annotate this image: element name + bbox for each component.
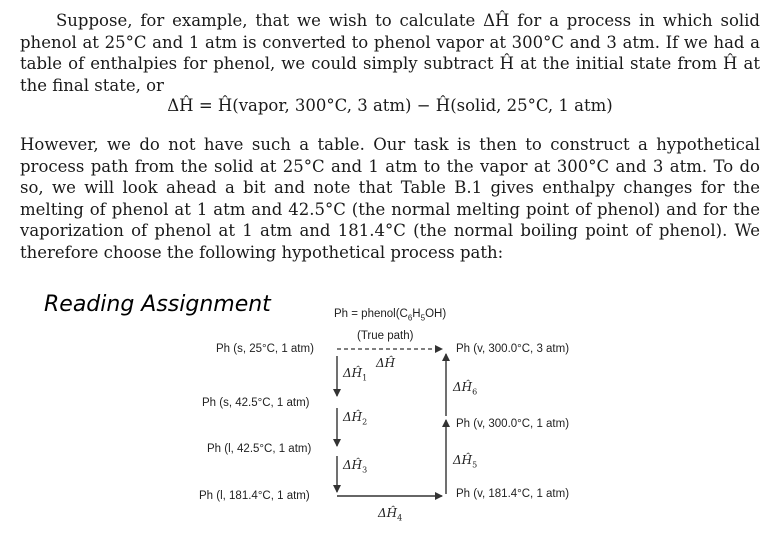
true-path-label: (True path) xyxy=(357,330,414,342)
delta-h-6: $\Delta Ĥ_6$ xyxy=(453,380,478,397)
state-v-300c-1atm: Ph (v, 300.0°C, 1 atm) xyxy=(456,418,570,430)
state-s-42-5c: Ph (s, 42.5°C, 1 atm) xyxy=(202,397,310,409)
phenol-formula: $Ph = phenol(C_6H_5OH)$ xyxy=(334,308,447,323)
delta-h-2: $\Delta Ĥ_2$ xyxy=(343,410,368,427)
state-l-181-4c: Ph (l, 181.4°C, 1 atm) xyxy=(199,490,310,502)
state-l-42-5c: Ph (l, 42.5°C, 1 atm) xyxy=(207,443,312,455)
delta-h-5: $\Delta Ĥ_5$ xyxy=(453,453,478,470)
state-v-300c-3atm: Ph (v, 300.0°C, 3 atm) xyxy=(456,343,570,355)
enthalpy-equation: ΔĤ = Ĥ(vapor, 300°C, 3 atm) − Ĥ(solid, 25°C, 1 atm) xyxy=(167,96,613,115)
delta-h-4: $\Delta Ĥ_4$ xyxy=(378,506,403,523)
paragraph-process-path: However, we do not have such a table. Our task is then to construct a hypothetical process path from the solid at 25°C and 1 atm to the vapor at 300°C and 3 atm. To do so, we will look ahead a bit and note that Table B.1 gives enthalpy changes for the melting of phenol at 1 atm and 42.5°C (the normal melting point of phenol) and for the vaporization of phenol at 1 atm and 181.4°C (the normal boiling point of phenol). We therefore choose the following hypothetical process path: xyxy=(20,135,760,262)
delta-h-1: $\Delta Ĥ_1$ xyxy=(343,366,368,383)
state-v-181-4c: Ph (v, 181.4°C, 1 atm) xyxy=(456,488,570,500)
state-s-25c: Ph (s, 25°C, 1 atm) xyxy=(216,343,314,355)
reading-assignment-label: Reading Assignment xyxy=(44,292,271,317)
delta-h-3: $\Delta Ĥ_3$ xyxy=(343,458,368,475)
delta-h-total: ΔĤ xyxy=(376,356,396,370)
paragraph-intro: Suppose, for example, that we wish to calculate ΔĤ for a process in which solid phenol at 25°C and 1 atm is converted to phenol vapor at 300°C and 3 atm. If we had a table of enthalpies for phenol, we could simply subtract Ĥ at the initial state from Ĥ at the final state, or xyxy=(20,11,760,95)
